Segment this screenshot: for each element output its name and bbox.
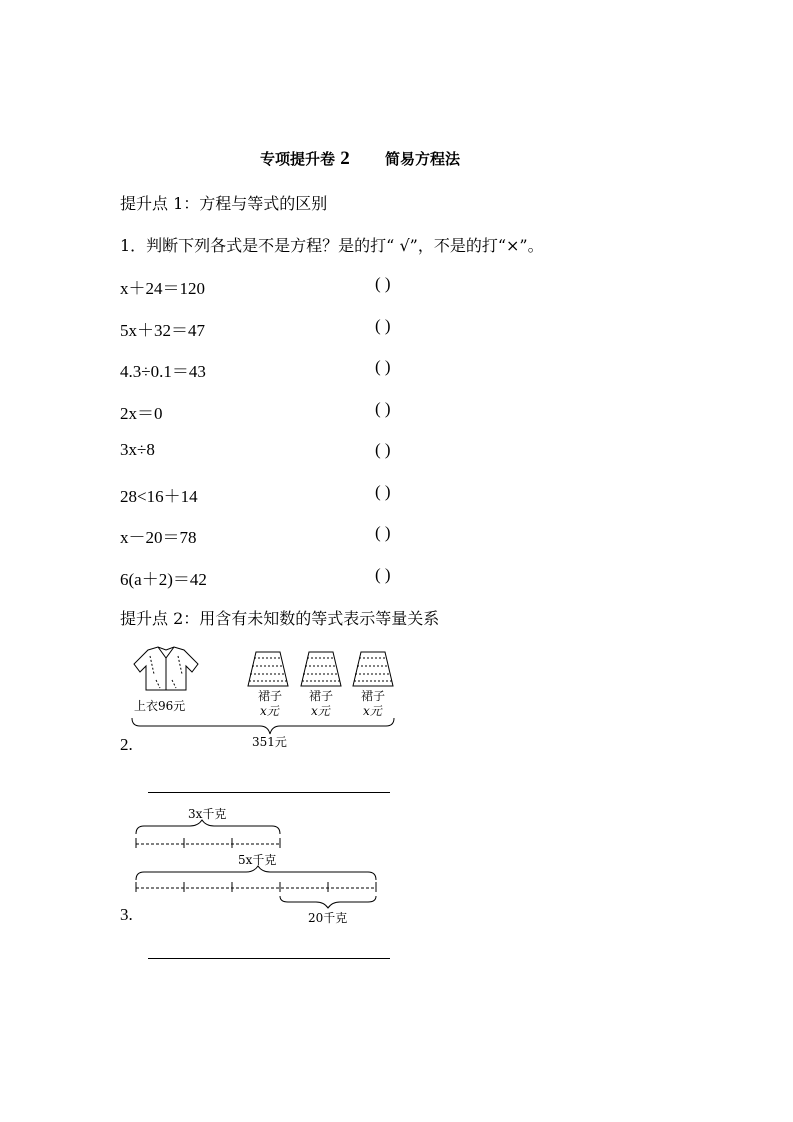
title-number: 2: [340, 148, 350, 169]
q3-answer-line[interactable]: [148, 958, 390, 959]
bottom-brace: [280, 896, 376, 908]
section1-heading: 提升点 1：方程与等式的区别: [120, 194, 328, 213]
equation-item: 5x＋32＝47: [120, 321, 205, 340]
answer-paren[interactable]: ( ): [375, 399, 391, 418]
skirt-price-label: x元: [311, 704, 330, 718]
shirt-icon: [134, 647, 198, 690]
middle-brace: [136, 866, 376, 880]
q3-illustration: [130, 802, 390, 927]
skirt-icon: [248, 652, 288, 686]
equation-item: x＋24＝120: [120, 279, 205, 298]
question-1: 1．判断下列各式是不是方程？是的打“ √”，不是的打“×”。: [120, 236, 544, 255]
line-segment-diagram: [130, 802, 390, 927]
middle-segment-label: 5x千克: [238, 853, 277, 867]
skirt-name-label: 裙子: [361, 689, 386, 703]
total-label: 351元: [252, 735, 287, 749]
title-part2: 简易方程法: [384, 150, 460, 168]
skirt-price-label: x元: [260, 704, 279, 718]
answer-paren[interactable]: ( ): [375, 482, 391, 501]
shirt-price-label: 上衣96元: [134, 699, 186, 713]
top-segment-bar: [136, 838, 280, 848]
answer-paren[interactable]: ( ): [375, 523, 391, 542]
skirt-price-label: x元: [363, 704, 382, 718]
q2-number: 2.: [120, 735, 133, 754]
equation-item: x－20＝78: [120, 528, 197, 547]
equation-item: 28<16＋14: [120, 487, 198, 506]
section2-heading: 提升点 2：用含有未知数的等式表示等量关系: [120, 609, 440, 628]
skirt-icon: [353, 652, 393, 686]
q2-illustration: [120, 644, 420, 754]
q2-answer-line[interactable]: [148, 792, 390, 793]
equation-item: 3x÷8: [120, 440, 155, 459]
answer-paren[interactable]: ( ): [375, 274, 391, 293]
equation-item: 6(a＋2)＝42: [120, 570, 207, 589]
title-part1: 专项提升卷: [260, 150, 336, 168]
answer-paren[interactable]: ( ): [375, 316, 391, 335]
top-brace: [136, 820, 280, 834]
top-segment-label: 3x千克: [188, 807, 227, 821]
answer-paren[interactable]: ( ): [375, 440, 391, 459]
skirt-name-label: 裙子: [258, 689, 283, 703]
answer-paren[interactable]: ( ): [375, 357, 391, 376]
bottom-segment-label: 20千克: [308, 911, 348, 925]
page-title: [260, 148, 460, 170]
skirt-icon: [301, 652, 341, 686]
answer-paren[interactable]: ( ): [375, 565, 391, 584]
skirt-name-label: 裙子: [309, 689, 334, 703]
equation-item: 2x＝0: [120, 404, 163, 423]
bottom-segment-bar: [136, 882, 376, 892]
q3-number: 3.: [120, 905, 133, 924]
equation-item: 4.3÷0.1＝43: [120, 362, 206, 381]
total-brace: [132, 718, 394, 734]
clothing-diagram: [120, 644, 420, 754]
